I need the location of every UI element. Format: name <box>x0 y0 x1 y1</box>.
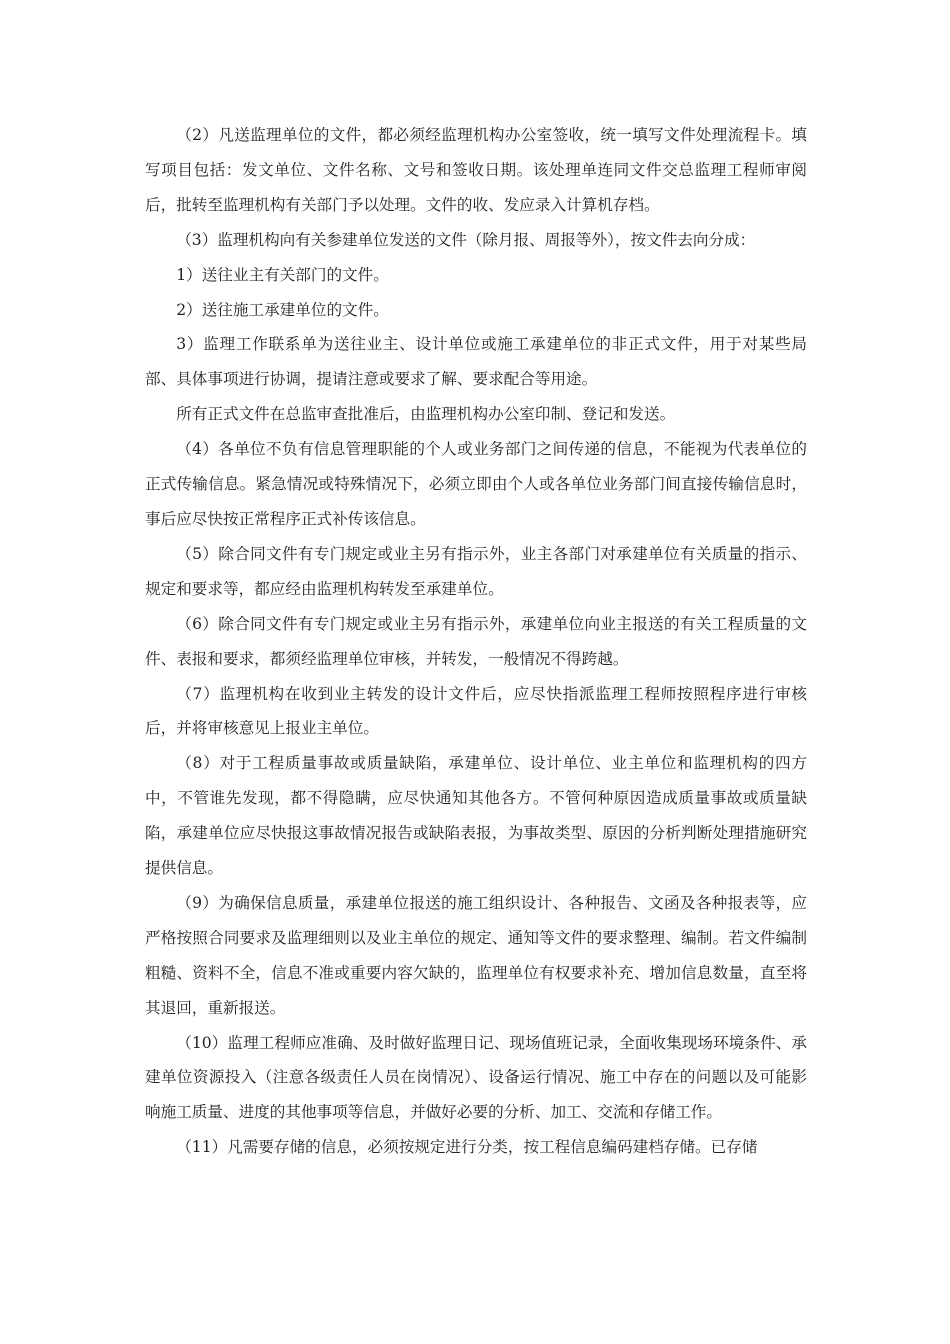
paragraph-2: （2）凡送监理单位的文件，都必须经监理机构办公室签收，统一填写文件处理流程卡。填写项目包括：发文单位、文件名称、文号和签收日期。该处理单连同文件交总监理工程师审阅后，批转至监理机构有关部门予以处理。文件的收、发应录入计算机存档。 <box>145 126 807 214</box>
paragraph-formal-documents: 所有正式文件在总监审查批准后，由监理机构办公室印制、登记和发送。 <box>176 405 676 424</box>
paragraph-11: （11）凡需要存储的信息，必须按规定进行分类，按工程信息编码建档存储。已存储 <box>176 1138 758 1157</box>
paragraph-3-item-3: 3）监理工作联系单为送往业主、设计单位或施工承建单位的非正式文件，用于对某些局部、具体事项进行协调，提请注意或要求了解、要求配合等用途。 <box>145 335 807 389</box>
paragraph-10: （10）监理工程师应准确、及时做好监理日记、现场值班记录，全面收集现场环境条件、承建单位资源投入（注意各级责任人员在岗情况）、设备运行情况、施工中存在的问题以及可能影响施工质量、进度的其他事项等信息，并做好必要的分析、加工、交流和存储工作。 <box>145 1033 807 1122</box>
paragraph-9: （9）为确保信息质量，承建单位报送的施工组织设计、各种报告、文函及各种报表等，应严格按照合同要求及监理细则以及业主单位的规定、通知等文件的要求整理、编制。若文件编制粗糙、资料不全，信息不准或重要内容欠缺的，监理单位有权要求补充、增加信息数量，直至将其退回，重新报送。 <box>145 893 807 1017</box>
paragraph-7: （7）监理机构在收到业主转发的设计文件后，应尽快指派监理工程师按照程序进行审核后，并将审核意见上报业主单位。 <box>145 684 807 738</box>
document-body <box>145 118 807 1165</box>
paragraph-3-item-2: 2）送往施工承建单位的文件。 <box>176 300 389 319</box>
paragraph-3-item-1: 1）送往业主有关部门的文件。 <box>176 265 389 284</box>
paragraph-3: （3）监理机构向有关参建单位发送的文件（除月报、周报等外），按文件去向分成： <box>176 230 756 249</box>
paragraph-6: （6）除合同文件有专门规定或业主另有指示外，承建单位向业主报送的有关工程质量的文件、表报和要求，都须经监理单位审核，并转发，一般情况不得跨越。 <box>145 614 807 668</box>
paragraph-8: （8）对于工程质量事故或质量缺陷，承建单位、设计单位、业主单位和监理机构的四方中，不管谁先发现，都不得隐瞒，应尽快通知其他各方。不管何种原因造成质量事故或质量缺陷，承建单位应尽快报这事故情况报告或缺陷表报，为事故类型、原因的分析判断处理措施研究提供信息。 <box>145 754 807 878</box>
paragraph-5: （5）除合同文件有专门规定或业主另有指示外，业主各部门对承建单位有关质量的指示、规定和要求等，都应经由监理机构转发至承建单位。 <box>145 544 807 598</box>
paragraph-4: （4）各单位不负有信息管理职能的个人或业务部门之间传递的信息，不能视为代表单位的正式传输信息。紧急情况或特殊情况下，必须立即由个人或各单位业务部门间直接传输信息时，事后应尽快按正常程序正式补传该信息。 <box>145 440 807 528</box>
